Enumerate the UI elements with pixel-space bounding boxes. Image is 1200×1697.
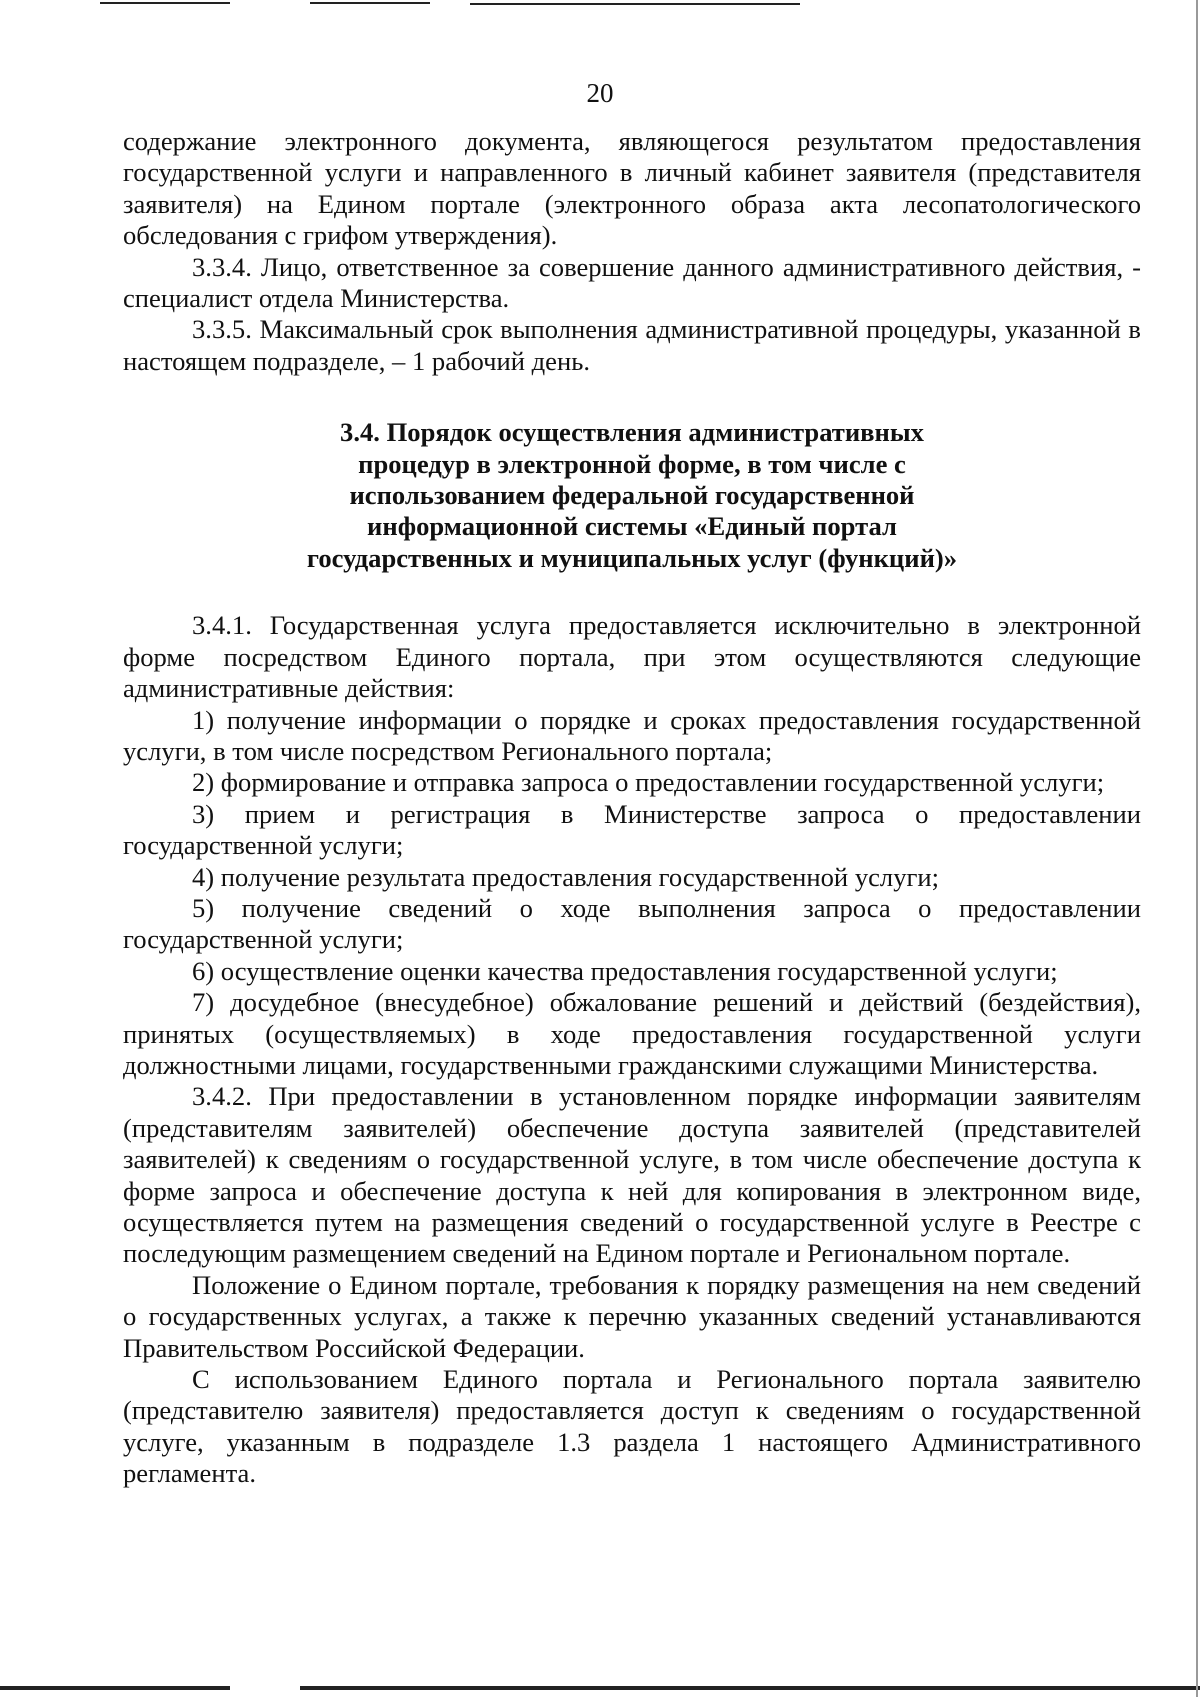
scan-artifact-top-right [470,3,800,5]
paragraph: 3.4.1. Государственная услуга предоставляется исключительно в электронной форме посредством Единого портала, при этом осуществляются следующие административные действия: [123,610,1141,704]
heading-line: государственных и муниципальных услуг (функций)» [306,542,958,573]
list-item: 3) прием и регистрация в Министерстве запроса о предоставлении государственной услуги; [123,798,1141,861]
paragraph: С использованием Единого портала и Регионального портала заявителю (представителю заявителя) предоставляется доступ к сведениям о государственной услуге, указанным в подразделе 1.3 раздела 1 настоящего Административного регламента. [123,1364,1141,1489]
heading-line: 3.4. Порядок осуществления административных [340,417,924,448]
scan-artifact-top-left [100,2,230,4]
heading-line: процедур в электронной форме, в том числе с [358,448,906,479]
scan-artifact-bottom-left [0,1686,230,1690]
paragraph: Положение о Едином портале, требования к порядку размещения на нем сведений о государственных услугах, а также к перечню указанных сведений устанавливаются Правительством Российской Федерации. [123,1269,1141,1363]
heading-line: использованием федеральной государственной [349,480,915,511]
list-item: 1) получение информации о порядке и сроках предоставления государственной услуги, в том числе посредством Регионального портала; [123,704,1141,766]
paragraph: 3.4.2. При предоставлении в установленном порядке информации заявителям (представителям заявителей) обеспечение доступа заявителей (представителей заявителей) к сведениям о государственной услуге, в том числе обеспечение доступа к форме запроса и обеспечение доступа к ней для копирования в электронном виде, осуществляется путем на размещения сведений о государственной услуге в Реестре с последующим размещением сведений на Едином портале и Региональном портале. [123,1081,1141,1269]
paragraph: содержание электронного документа, являющегося результатом предоставления государственной услуги и направленного в личный кабинет заявителя (представителя заявителя) на Едином портале (электронного образа акта лесопатологического обследования с грифом утверждения). [123,126,1141,251]
page-number: 20 [586,78,614,108]
list-item: 2) формирование и отправка запроса о предоставлении государственной услуги; [192,767,1105,798]
list-item: 5) получение сведений о ходе выполнения запроса о предоставлении государственной услуги; [123,892,1141,955]
document-body [123,126,1141,1490]
scan-artifact-bottom-right [300,1686,1200,1690]
scan-artifact-top-mid [310,2,430,4]
scan-artifact-right-edge [1196,0,1198,1697]
section-heading [123,417,1141,574]
paragraph: 3.3.4. Лицо, ответственное за совершение данного административного действия, - специалист отдела Министерства. [123,251,1141,314]
list-item: 6) осуществление оценки качества предоставления государственной услуги; [192,955,1058,986]
list-item: 7) досудебное (внесудебное) обжалование решений и действий (бездействия), принятых (осуществляемых) в ходе предоставления государственной услуги должностными лицами, государственными гражданскими служащими Министерства. [123,987,1141,1080]
list-item: 4) получение результата предоставления государственной услуги; [192,861,940,892]
heading-line: информационной системы «Единый портал [367,511,897,542]
paragraph: 3.3.5. Максимальный срок выполнения административной процедуры, указанной в настоящем подразделе, – 1 рабочий день. [123,314,1141,376]
